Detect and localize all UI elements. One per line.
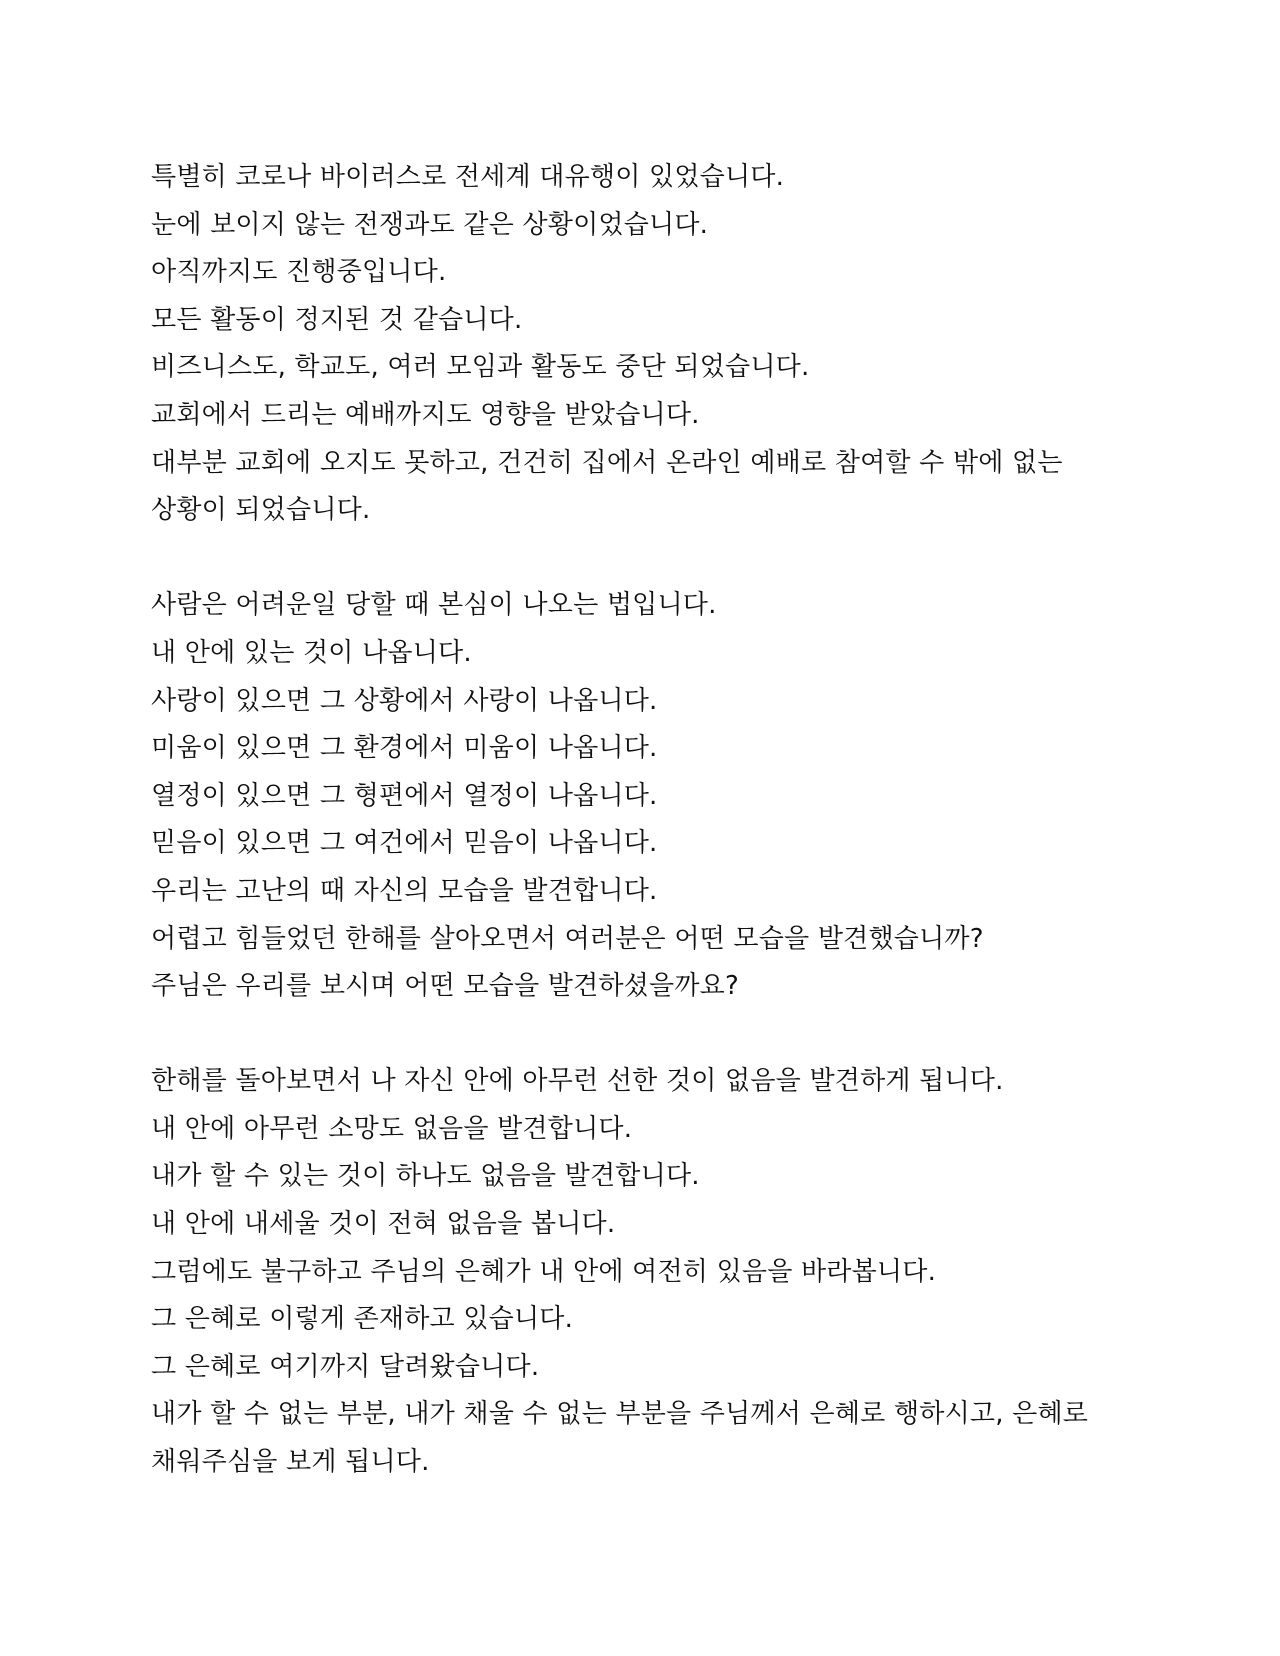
text-line: 한해를 돌아보면서 나 자신 안에 아무런 선한 것이 없음을 발견하게 됩니다.: [151, 1066, 1004, 1097]
text-line: 상황이 되었습니다.: [151, 495, 371, 526]
text-line: 내가 할 수 없는 부분, 내가 채울 수 없는 부분을 주님께서 은혜로 행하시고, 은혜로: [151, 1399, 1089, 1430]
text-line: 사람은 어려운일 당할 때 본심이 나오는 법입니다.: [151, 590, 717, 621]
text-line: 사랑이 있으면 그 상황에서 사랑이 나옵니다.: [151, 685, 658, 716]
text-line: 주님은 우리를 보시며 어떤 모습을 발견하셨을까요?: [151, 971, 739, 1002]
text-line: 특별히 코로나 바이러스로 전세계 대유행이 있었습니다.: [151, 162, 785, 192]
text-line: 아직까지도 진행중입니다.: [151, 257, 447, 288]
text-line: 내 안에 아무런 소망도 없음을 발견합니다.: [151, 1113, 633, 1144]
text-line: 열정이 있으면 그 형편에서 열정이 나옵니다.: [151, 780, 658, 811]
text-line: 내 안에 내세울 것이 전혀 없음을 봅니다.: [151, 1209, 616, 1240]
text-line: 미움이 있으면 그 환경에서 미움이 나옵니다.: [151, 733, 658, 764]
text-line: 그럼에도 불구하고 주님의 은혜가 내 안에 여전히 있음을 바라봅니다.: [151, 1256, 937, 1287]
text-line: 채워주심을 보게 됩니다.: [151, 1447, 430, 1478]
paragraph-3: [151, 1058, 1131, 1486]
text-line: 어렵고 힘들었던 한해를 살아오면서 여러분은 어떤 모습을 발견했습니까?: [151, 923, 984, 954]
document-page: [151, 154, 1131, 1487]
paragraph-2: [151, 582, 1131, 1010]
text-line: 내가 할 수 있는 것이 하나도 없음을 발견합니다.: [151, 1161, 700, 1192]
paragraph-gap: [151, 1011, 1131, 1059]
text-line: 믿음이 있으면 그 여건에서 믿음이 나옵니다.: [151, 828, 658, 859]
text-line: 눈에 보이지 않는 전쟁과도 같은 상황이었습니다.: [151, 209, 709, 240]
paragraph-gap: [151, 535, 1131, 583]
paragraph-1: [151, 154, 1131, 535]
text-line: 교회에서 드리는 예배까지도 영향을 받았습니다.: [151, 399, 700, 430]
text-line: 우리는 고난의 때 자신의 모습을 발견합니다.: [151, 875, 658, 906]
text-line: 그 은혜로 이렇게 존재하고 있습니다.: [151, 1304, 574, 1335]
text-line: 모든 활동이 정지된 것 같습니다.: [151, 304, 523, 335]
text-line: 내 안에 있는 것이 나옵니다.: [151, 637, 472, 668]
text-line: 그 은혜로 여기까지 달려왔습니다.: [151, 1351, 540, 1382]
text-line: 대부분 교회에 오지도 못하고, 건건히 집에서 온라인 예배로 참여할 수 밖에 없는: [151, 447, 1063, 478]
text-line: 비즈니스도, 학교도, 여러 모임과 활동도 중단 되었습니다.: [151, 352, 810, 383]
